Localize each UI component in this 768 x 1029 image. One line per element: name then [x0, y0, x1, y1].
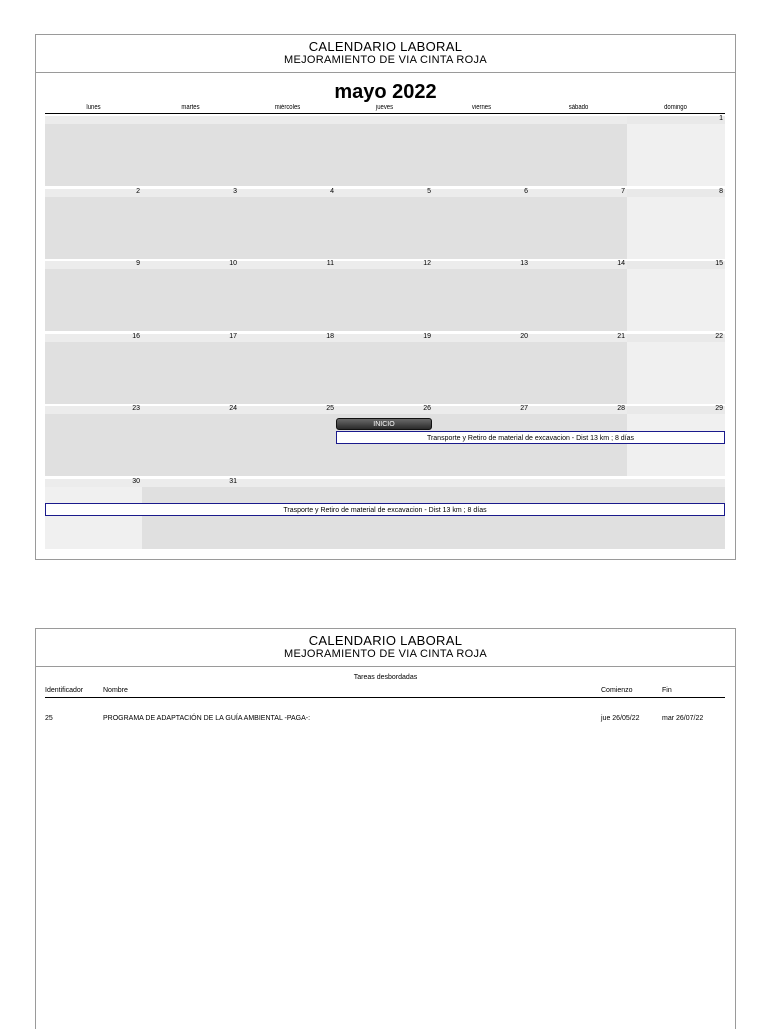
- row-start: jue 26/05/22: [601, 715, 640, 722]
- calendar-day-cell: [433, 333, 530, 404]
- calendar-day-cell: [142, 188, 239, 259]
- day-number: 13: [520, 260, 528, 267]
- day-number: 16: [132, 332, 140, 340]
- day-number: 17: [229, 332, 237, 340]
- day-number: 28: [617, 405, 625, 412]
- calendar-week: [45, 333, 725, 404]
- calendar-day-cell: [627, 260, 725, 331]
- calendar-day-cell: [239, 333, 336, 404]
- calendar-day-cell: [45, 405, 142, 476]
- day-name: martes: [181, 104, 200, 111]
- day-number: 7: [621, 187, 625, 195]
- day-number: 20: [520, 332, 528, 340]
- calendar-day-cell: [239, 405, 336, 476]
- day-number: 18: [326, 332, 334, 340]
- day-number: 22: [715, 332, 723, 340]
- calendar-day-cell: [530, 260, 627, 331]
- day-number: 19: [423, 332, 431, 340]
- day-number: 2: [136, 187, 140, 195]
- calendar-week: [45, 260, 725, 331]
- day-number: 8: [719, 187, 723, 195]
- day-number: 9: [136, 260, 140, 267]
- day-name: lunes: [86, 104, 101, 111]
- calendar-day-cell: [530, 188, 627, 259]
- day-number: 11: [326, 260, 334, 267]
- day-name: viernes: [471, 104, 492, 111]
- start-marker: INICIO: [336, 418, 432, 430]
- day-number: 27: [520, 405, 528, 412]
- day-number: 12: [423, 260, 431, 267]
- column-header-name: Nombre: [103, 687, 128, 694]
- calendar-day-cell: [45, 333, 142, 404]
- day-number: 23: [132, 405, 140, 412]
- table-header: [45, 687, 725, 698]
- calendar-day-cell: [336, 188, 433, 259]
- calendar-week: [45, 115, 725, 186]
- day-number: 1: [719, 115, 723, 122]
- calendar-page: [35, 34, 736, 560]
- calendar-day-cell: [45, 115, 142, 186]
- calendar-day-cell: [45, 188, 142, 259]
- report-title: CALENDARIO LABORAL: [308, 633, 463, 648]
- day-number: 3: [233, 187, 237, 195]
- day-name: jueves: [375, 104, 394, 111]
- task-bar: Trasporte y Retiro de material de excavacion - Dist 13 km ; 8 días: [45, 503, 725, 516]
- report-title: CALENDARIO LABORAL: [308, 39, 463, 54]
- calendar-week: [45, 188, 725, 259]
- page-header: [36, 35, 735, 73]
- day-number: 26: [423, 405, 431, 412]
- table-row: [45, 715, 725, 725]
- overflow-page: [35, 628, 736, 1029]
- row-end: mar 26/07/22: [662, 715, 704, 722]
- calendar-day-cell: [530, 333, 627, 404]
- calendar-day-cell: [239, 188, 336, 259]
- day-number: 10: [229, 260, 237, 267]
- month-title: mayo 2022: [334, 81, 437, 103]
- calendar-day-cell: [336, 260, 433, 331]
- day-number: 21: [617, 332, 625, 340]
- day-number: 4: [330, 187, 334, 195]
- page-header: [36, 629, 735, 667]
- day-name: miércoles: [274, 104, 301, 111]
- calendar-day-cell: [433, 115, 530, 186]
- calendar-day-cell: [239, 115, 336, 186]
- day-number: 15: [715, 260, 723, 267]
- calendar-day-cell: [627, 188, 725, 259]
- day-names-row: [45, 105, 725, 114]
- column-header-end: Fin: [662, 687, 672, 694]
- row-name: PROGRAMA DE ADAPTACIÓN DE LA GUÍA AMBIENTAL -PAGA-:: [103, 715, 311, 722]
- day-number: 14: [617, 260, 625, 267]
- project-name: MEJORAMIENTO DE VIA CINTA ROJA: [284, 54, 487, 66]
- calendar-day-cell: [142, 260, 239, 331]
- day-number: 30: [132, 477, 140, 485]
- calendar-day-cell: [239, 260, 336, 331]
- column-header-id: Identificador: [45, 687, 84, 694]
- calendar-day-cell: [45, 260, 142, 331]
- calendar-day-cell: [142, 115, 239, 186]
- calendar-day-cell: [336, 333, 433, 404]
- row-id: 25: [45, 715, 53, 722]
- day-number: 24: [229, 405, 237, 412]
- calendar-day-cell: [142, 333, 239, 404]
- day-number: 6: [524, 187, 528, 195]
- day-number: 29: [715, 405, 723, 412]
- calendar-day-cell: [627, 333, 725, 404]
- day-name: domingo: [664, 104, 687, 111]
- calendar-day-cell: [142, 405, 239, 476]
- calendar-day-cell: [530, 115, 627, 186]
- calendar-day-cell: [627, 115, 725, 186]
- project-name: MEJORAMIENTO DE VIA CINTA ROJA: [284, 648, 487, 660]
- task-bar: Transporte y Retiro de material de excavacion - Dist 13 km ; 8 días: [336, 431, 725, 444]
- column-header-start: Comienzo: [601, 687, 633, 694]
- day-name: sábado: [568, 104, 589, 111]
- day-number: 5: [427, 187, 431, 195]
- calendar-day-cell: [336, 115, 433, 186]
- calendar-day-cell: [433, 188, 530, 259]
- day-number: 25: [326, 405, 334, 412]
- day-number: 31: [229, 477, 237, 485]
- overflow-title: Tareas desbordadas: [353, 674, 418, 681]
- calendar-day-cell: [433, 260, 530, 331]
